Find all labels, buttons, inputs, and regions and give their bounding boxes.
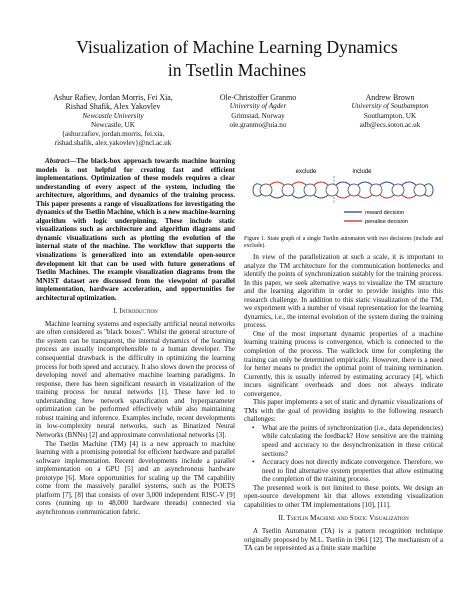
state-transition-bottom — [402, 195, 416, 198]
author-email: adb@ecs.soton.ac.uk — [359, 120, 421, 129]
author-affiliation: University of Agder — [229, 102, 287, 111]
figure-state-row — [253, 182, 433, 198]
right-paragraph-2: One of the most important dynamic properties of a machine learning training process is convergence, which is connected to the completion of the process. The wallclock time for completing the training can only be determined empirically. However, there is a need for better means to predict the optimal point of training termination. Currently, this is usually inferred by estimating accuracy [4], which incurs significant overheads and does not always indicate convergence. — [244, 329, 443, 398]
state-transition-top — [336, 182, 350, 185]
right-paragraph-4: The presented work is not limited to these points. We design an open-source development kit that allows extending visualization capabilities to other TM implementations [10], [11]. — [244, 483, 443, 509]
abstract-lead: Abstract — [45, 157, 70, 165]
intro-paragraph-2: The Tsetlin Machine (TM) [4] is a new approach to machine learning with a promising potential for efficient hardware and parallel software implementation. Recent developments include a parallel implementation on a GPU [5] and an asynchronous hardware prototype [6]. More opportunities for scaling up the TM capability come from the massively parallel systems, such as the POETS platform [7], [8] that consists of over 3,000 independent RISC-V [9] cores (running up to 48,000 hardware threads) connected via asynchronous communication fabric. — [36, 439, 235, 516]
state-node — [282, 184, 294, 196]
author-block-southampton — [330, 93, 450, 130]
state-node — [348, 184, 360, 196]
list-item: • What are the points of synchronization (i.e., data dependencies) while calculating the feedback? How sensitive are the training speed and accuracy to the desynchronization in these critical sections? — [262, 424, 443, 458]
figure-caption: Figure 1. State graph of a single Tsetlin automaton with two decisions (include and exclude). — [244, 236, 443, 249]
state-node — [392, 184, 404, 196]
left-column — [36, 157, 235, 516]
author-names-cont: Rishad Shafik, Alex Yakovlev — [65, 102, 161, 112]
author-affiliation: University of Southampton — [351, 102, 429, 111]
figure-label-exclude: exclude — [295, 169, 317, 175]
author-affiliation: Newcastle University — [82, 111, 144, 120]
state-transition-top — [380, 182, 394, 185]
state-transition-top — [402, 182, 416, 185]
title-line-1: Visualization of Machine Learning Dynamics — [76, 37, 398, 57]
state-transition-bottom — [358, 195, 372, 198]
title-line-2: in Tsetlin Machines — [167, 60, 307, 80]
tsetlin-state-graph-figure — [244, 166, 443, 228]
author-email: ole.granmo@uia.no — [229, 120, 287, 129]
author-names: Ashur Rafiev, Jordan Morris, Fei Xia, — [53, 93, 173, 102]
author-names: Ole-Christoffer Granmo — [219, 93, 297, 102]
right-paragraph-3: This paper implements a set of static and dynamic visualizations of TMs with the goal of providing insights to the following research challenges: — [244, 398, 443, 424]
figure-label-include: include — [352, 169, 372, 175]
author-block-agder — [203, 93, 313, 130]
state-transition-top — [292, 182, 306, 185]
author-names: Andrew Brown — [365, 93, 415, 102]
author-location: Southampton, UK — [363, 111, 417, 120]
author-location: Grimstad, Norway — [231, 111, 285, 120]
state-transition-top — [358, 182, 372, 185]
author-location: Newcastle, UK — [91, 120, 135, 129]
right-paragraph-1: In view of the parallelization at such a scale, it is important to analyze the TM architecture for the communication bottlenecks and identify the points of synchronization suitably for the training process. In this paper, we seek alternative ways to visualize the TM structure and the learning algorithm in order to provide insights into this research challenge. In addition to this static visualization of the TM, we experiment with a number of visual representation for the learning dynamics, i.e., the internal evolution of the system during the training process. — [244, 253, 443, 330]
section-heading-introduction: I. Introduction — [113, 307, 158, 316]
state-transition-top — [314, 182, 328, 185]
paper-title — [20, 36, 454, 82]
author-email-cont: rishad.shafik, alex.yakovlev}@ncl.ac.uk — [54, 139, 172, 148]
state-transition-bottom — [270, 195, 284, 198]
legend-penalise-label: penalise decision — [365, 219, 408, 225]
abstract — [36, 157, 235, 302]
state-transition-bottom — [292, 195, 306, 198]
section-heading-tsetlin-machine: II. Tsetlin Machine and Static Visualization — [278, 514, 409, 523]
state-transition-bottom — [314, 195, 328, 198]
state-node — [304, 184, 316, 196]
legend-reward-label: reward decision — [365, 210, 405, 216]
right-column — [244, 253, 443, 553]
state-node — [326, 184, 338, 196]
state-transition-bottom — [336, 195, 350, 198]
right-paragraph-5: A Tsetlin Automaton (TA) is a pattern recognition technique originally proposed by M.L. Tsetlin in 1961 [12]. The mechanism of a TA can be represented as a finite state machine — [244, 526, 443, 553]
state-transition-bottom — [380, 195, 394, 198]
author-email: {ashur.rafiev, jordan.morris, fei.xia, — [61, 130, 165, 139]
intro-paragraph-1: Machine learning systems and especially artificial neural networks are often considered as "black boxes". Whilst the general structure of the system can be transparent, the internal dynamics of the learning process are usually incomprehensible to a human developer. The consequential drawback is the difficulty in optimizing the learning process for both speed and accuracy. It also slows down the process of developing novel and alternative machine learning paradigms. In response, there has been significant research in visualization of the training process for neural networks [1]. These have led to understanding how network sparsification and hyperparameter optimization can be performed effectively while also maintaining robust training and inference. Examples include, recent developments in low-complexity neural networks, such as Binarized Neural Networks (BNNs) [2] and approximate convolutional networks [3]. — [36, 319, 235, 439]
state-node — [370, 184, 382, 196]
list-item: • Accuracy does not directly indicate convergence. Therefore, we need to find alternative system properties that allow estimating the completion of the training process. — [262, 458, 443, 484]
author-block-newcastle — [28, 93, 198, 149]
abstract-body: —The black-box approach towards machine learning models is not helpful for creating fast and efficient implementations. Optimization of these models requires a clear understanding of every aspect of the system, including the architecture, algorithms, and dynamics of the training process. This paper presents a range of visualizations for investigating the dynamics of the Tsetlin Machine, which is a new machine-learning algorithm with logic underpinning. These include static visualizations such as architecture and algorithm diagrams and dynamic visualizations such as plotting the evolution of the internal state of the machine. The workflow that supports the visualizations is generalized into an extendable open-source development kit that can be used with future generations of Tsetlin Machines. The example visualization diagrams from the MNIST dataset are discussed from the viewpoint of parallel implementation, hardware acceleration, and opportunities for architectural optimization. — [36, 157, 235, 302]
research-challenges-list — [244, 424, 443, 484]
state-transition-top — [270, 182, 284, 185]
